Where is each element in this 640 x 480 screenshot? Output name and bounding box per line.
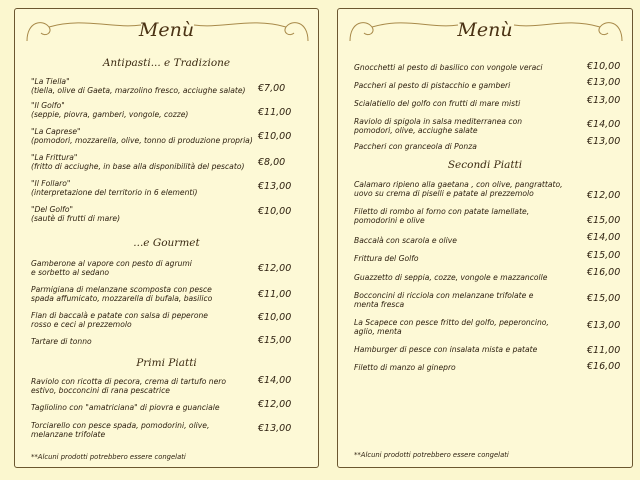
footnote: **Alcuni prodotti potrebbero essere congelati (31, 453, 186, 461)
menu-item: Paccheri al pesto di pistacchio e gamberi (354, 81, 511, 90)
menu-item: Hamburger di pesce con insalata mista e patate (354, 345, 538, 354)
menu-item-price: €13,00 (587, 136, 621, 147)
menu-item: Torciarello con pesce spada, pomodorini, olive, melanzane trifolate (31, 421, 210, 439)
menu-item: "Del Golfo" (sautè di frutti di mare) (31, 205, 121, 223)
menu-item: "La Frittura" (fritto di acciughe, in base alla disponibilità del pescato) (31, 153, 245, 171)
menu-item-price: €8,00 (258, 157, 286, 168)
menu-item: Baccalà con scarola e olive (354, 236, 457, 245)
page-title: Menù (138, 19, 195, 41)
menu-item-price: €15,00 (587, 215, 621, 226)
menu-item-price: €10,00 (587, 61, 621, 72)
menu-item-price: €10,00 (258, 206, 292, 217)
menu-item: Tagliolino con "amatriciana" di piovra e guanciale (31, 403, 220, 412)
menu-item-price: €14,00 (587, 232, 621, 243)
menu-item-price: €15,00 (587, 250, 621, 261)
menu-item-price: €13,00 (258, 181, 292, 192)
menu-item: Scialatiello del golfo con frutti di mare misti (354, 99, 521, 108)
menu-item: Gamberone al vapore con pesto di agrumi e sorbetto al sedano (31, 259, 192, 277)
menu-item-price: €13,00 (587, 77, 621, 88)
menu-item: Flan di baccalà e patate con salsa di peperone rosso e ceci al prezzemolo (31, 311, 208, 329)
menu-item-price: €12,00 (587, 190, 621, 201)
menu-item: Raviolo con ricotta di pecora, crema di tartufo nero estivo, bocconcini di rana pescatrice (31, 377, 227, 395)
section-heading-gourmet: ...e Gourmet (133, 237, 200, 249)
menu-item-price: €14,00 (258, 375, 292, 386)
menu-item: Frittura del Golfo (354, 254, 419, 263)
menu-item: Bocconcini di ricciola con melanzane trifolate e menta fresca (354, 291, 534, 309)
menu-item: "La Tiella" (tiella, olive di Gaeta, marzolino fresco, acciughe salate) (31, 77, 246, 95)
menu-item-price: €13,00 (587, 95, 621, 106)
menu-item: Filetto di rombo al forno con patate lamellate, pomodorini e olive (354, 207, 530, 225)
menu-item-price: €12,00 (258, 399, 292, 410)
menu-item-price: €10,00 (258, 131, 292, 142)
menu-item: Calamaro ripieno alla gaetana , con olive, pangrattato, uovo su crema di piselli e patate al prezzemolo (354, 180, 563, 198)
menu-page-right (337, 8, 633, 468)
menu-item-price: €12,00 (258, 263, 292, 274)
menu-item: Guazzetto di seppia, cozze, vongole e mazzancolle (354, 273, 548, 282)
menu-item-price: €16,00 (587, 267, 621, 278)
page-title: Menù (457, 19, 513, 41)
section-heading-primi: Primi Piatti (136, 357, 197, 369)
menu-page-left (14, 8, 319, 468)
menu-item: Filetto di manzo al ginepro (354, 363, 456, 372)
menu-item-price: €10,00 (258, 312, 292, 323)
menu-item: Gnocchetti al pesto di basilico con vongole veraci (354, 63, 543, 72)
menu-item: Paccheri con granceola di Ponza (354, 142, 477, 151)
menu-item-price: €7,00 (258, 83, 286, 94)
menu-item-price: €15,00 (258, 335, 292, 346)
section-heading-antipasti: Antipasti... e Tradizione (102, 57, 231, 69)
menu-item: La Scapece con pesce fritto del golfo, peperoncino, aglio, menta (354, 318, 549, 336)
menu-item-price: €16,00 (587, 361, 621, 372)
menu-item: "Il Golfo" (seppie, piovra, gamberi, vongole, cozze) (31, 101, 189, 119)
menu-item-price: €11,00 (258, 107, 292, 118)
menu-item-price: €13,00 (258, 423, 292, 434)
menu-item-price: €13,00 (587, 320, 621, 331)
footnote: **Alcuni prodotti potrebbero essere congelati (354, 451, 509, 459)
section-heading-secondi: Secondi Piatti (447, 159, 523, 171)
menu-item: "Il Follaro" (interpretazione del territorio in 6 elementi) (31, 179, 198, 197)
menu-item-price: €14,00 (587, 119, 621, 130)
menu-item-price: €11,00 (587, 345, 621, 356)
menu-item-price: €11,00 (258, 289, 292, 300)
menu-item: "La Caprese" (pomodori, mozzarella, olive, tonno di produzione propria) (31, 127, 253, 145)
menu-item: Parmigiana di melanzane scomposta con pesce spada affumicato, mozzarella di bufala, basilico (31, 285, 213, 303)
menu-item: Raviolo di spigola in salsa mediterranea con pomodori, olive, acciughe salate (354, 117, 523, 135)
menu-item-price: €15,00 (587, 293, 621, 304)
menu-item: Tartare di tonno (31, 337, 92, 346)
